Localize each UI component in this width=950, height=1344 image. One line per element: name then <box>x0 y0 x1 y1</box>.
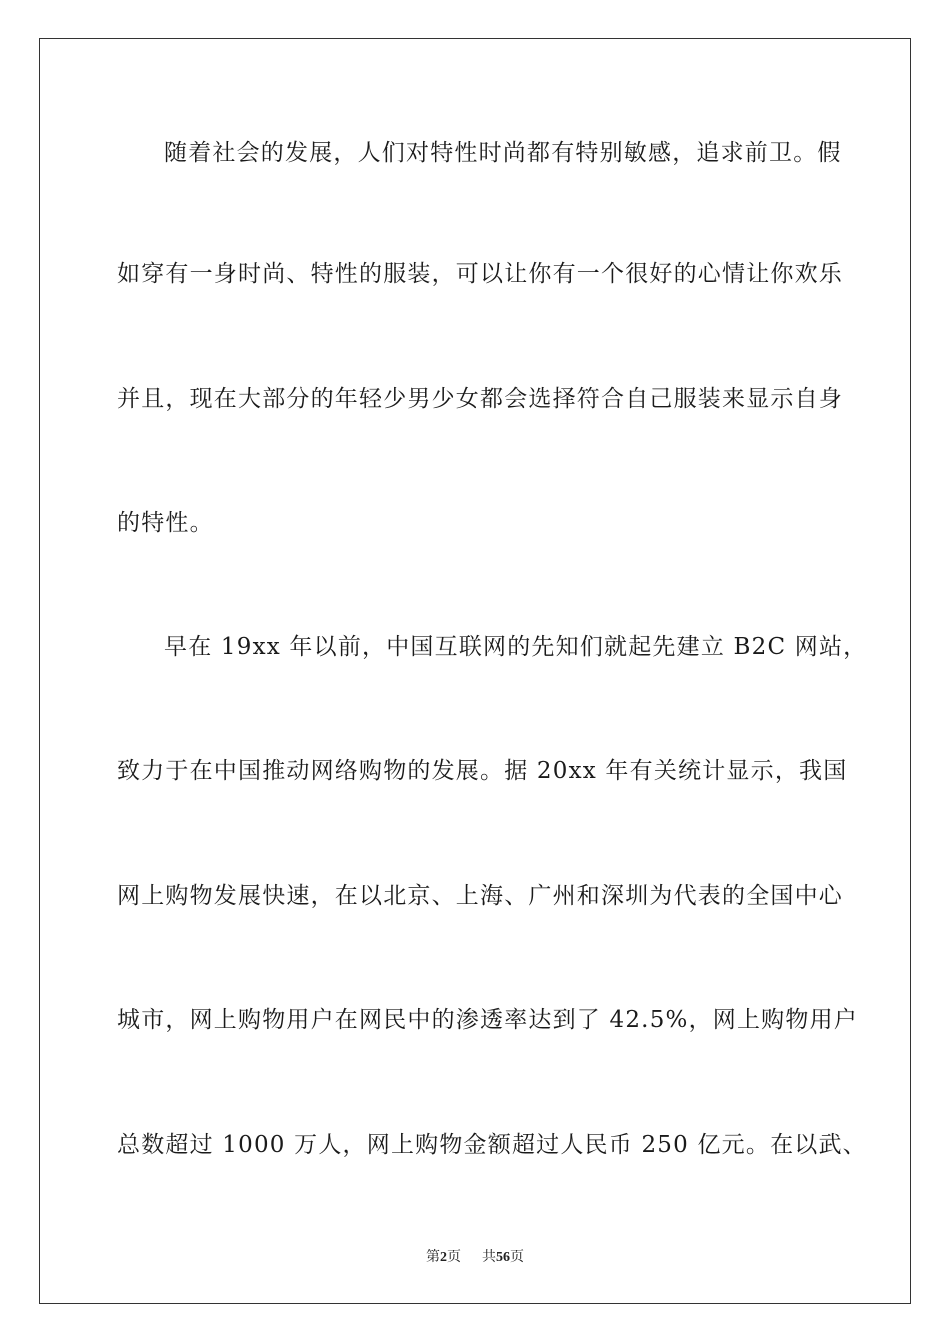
paragraph-1-line-2: 如穿有一身时尚、特性的服装，可以让你有一个很好的心情让你欢乐 <box>117 261 843 287</box>
paragraph-2-line-5: 总数超过 1000 万人，网上购物金额超过人民币 250 亿元。在以武、 <box>117 1132 867 1158</box>
paragraph-2-line-4: 城市，网上购物用户在网民中的渗透率达到了 42.5%，网上购物用户 <box>117 1007 858 1033</box>
paragraph-2-line-3: 网上购物发展快速，在以北京、上海、广州和深圳为代表的全国中心 <box>117 883 843 909</box>
page-prefix: 第 <box>426 1250 440 1265</box>
page-frame <box>39 38 911 1304</box>
paragraph-2-line-2: 致力于在中国推动网络购物的发展。据 20xx 年有关统计显示，我国 <box>117 758 848 784</box>
total-suffix: 页 <box>510 1250 524 1265</box>
page-number: 2 <box>440 1250 447 1265</box>
paragraph-1-line-1: 随着社会的发展，人们对特性时尚都有特别敏感，追求前卫。假 <box>164 140 842 166</box>
total-prefix: 共 <box>482 1250 496 1265</box>
paragraph-1-line-3: 并且，现在大部分的年轻少男少女都会选择符合自己服装来显示自身 <box>117 386 843 412</box>
paragraph-1-line-4: 的特性。 <box>117 510 214 536</box>
total-pages: 56 <box>496 1250 510 1265</box>
page-suffix: 页 <box>447 1250 461 1265</box>
paragraph-2-line-1: 早在 19xx 年以前，中国互联网的先知们就起先建立 B2C 网站， <box>164 634 868 660</box>
page-footer <box>0 1246 950 1266</box>
